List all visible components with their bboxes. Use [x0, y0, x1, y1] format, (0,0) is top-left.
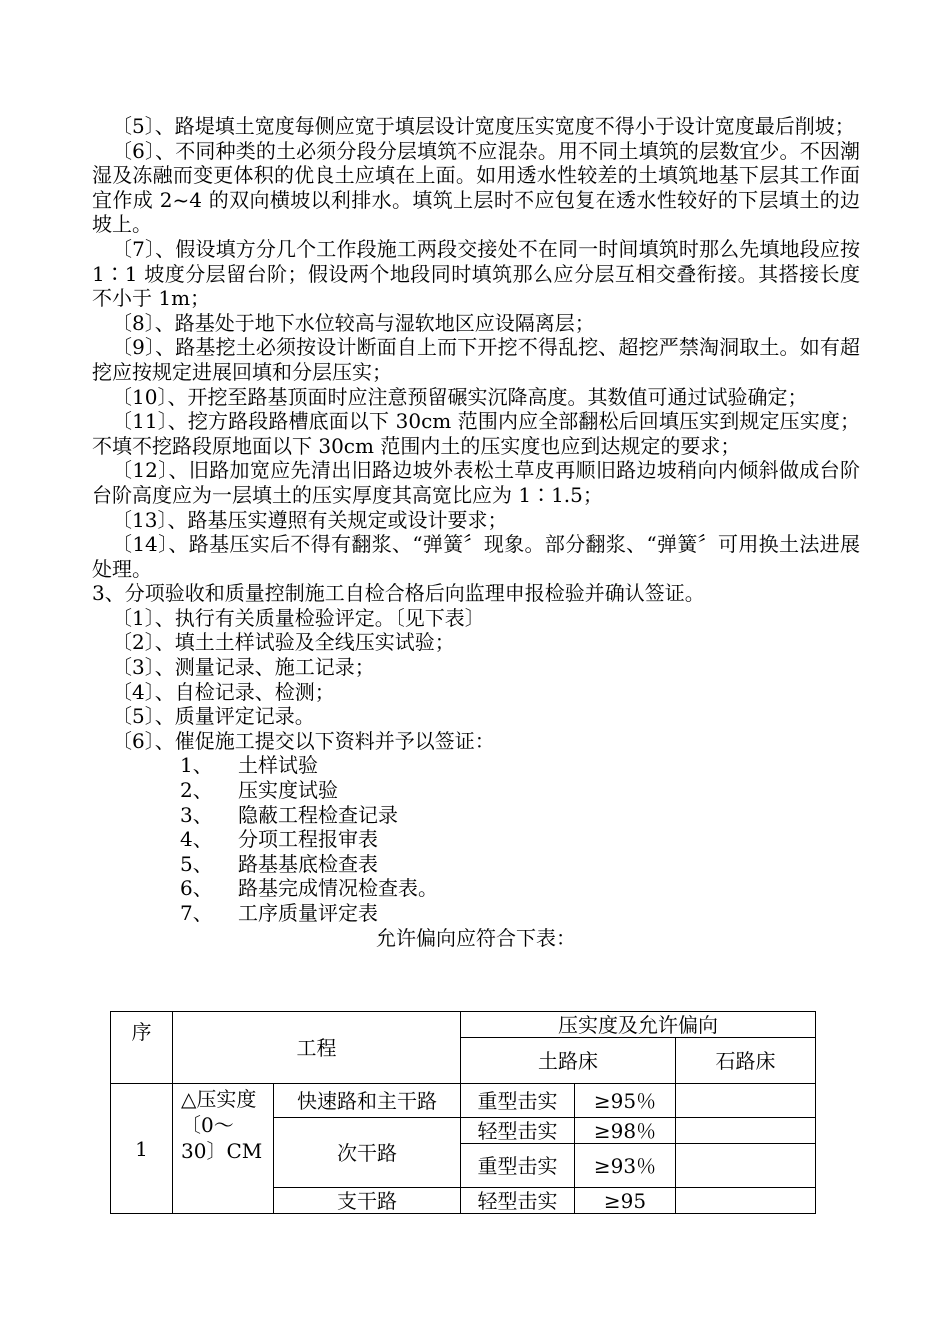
sub-item: 7、 工序质量评定表	[180, 901, 378, 925]
header-compaction: 压实度及允许偏向	[461, 1012, 816, 1038]
road-class: 次干路	[274, 1118, 461, 1188]
sub-item: 2、 压实度试验	[180, 778, 338, 803]
document-body	[92, 114, 860, 950]
list-item: 〔4〕、自检记录、检测；	[112, 679, 335, 704]
sub-item: 4、 分项工程报审表	[180, 827, 378, 852]
stone-value	[676, 1084, 816, 1118]
stone-value	[676, 1118, 816, 1144]
list-item: 〔2〕、填土土样试验及全线压实试验；	[112, 630, 455, 655]
paragraph: 〔8〕、路基处于地下水位较高与湿软地区应设隔离层；	[112, 310, 595, 335]
sub-item: 3、 隐蔽工程检查记录	[180, 802, 398, 827]
sub-item: 6、 路基完成情况检查表。	[180, 876, 438, 901]
paragraph: 〔9〕、路基挖土必须按设计断面自上而下开挖不得乱挖、超挖严禁淘洞取土。如有超挖应按规定进展回填和分层压实；	[92, 335, 860, 384]
compaction-type: 轻型击实	[461, 1188, 575, 1214]
paragraph: 〔11〕、挖方路段路槽底面以下 30cm 范围内应全部翻松后回填压实到规定压实度；不填不挖路段原地面以下 30cm 范围内土的压实度也应到达规定的要求；	[92, 409, 860, 458]
tolerance-table	[110, 1011, 816, 1214]
compaction-type: 重型击实	[461, 1084, 575, 1118]
header-stone-bed: 石路床	[676, 1038, 816, 1084]
table-caption: 允许偏向应符合下表：	[376, 925, 576, 950]
section-heading: 3、分项验收和质量控制施工自检合格后向监理申报检验并确认签证。	[92, 581, 705, 606]
list-item: 〔6〕、催促施工提交以下资料并予以签证：	[112, 728, 495, 753]
compaction-value: ≥93％	[575, 1144, 676, 1188]
header-seq: 序	[111, 1012, 173, 1084]
compaction-type: 轻型击实	[461, 1118, 575, 1144]
header-project: 工程	[173, 1012, 461, 1084]
compaction-type: 重型击实	[461, 1144, 575, 1188]
paragraph: 〔14〕、路基压实后不得有翻浆、“弹簧〞现象。部分翻浆、“弹簧〞可用换土法进展处理。	[92, 532, 860, 581]
paragraph: 〔6〕、不同种类的土必须分段分层填筑不应混杂。用不同土填筑的层数宜少。不因潮湿及冻融而变更体积的优良土应填在上面。如用透水性较差的土填筑地基下层其工作面宜作成 2~4 的双向横坡以利排水。填筑上层时不应包复在透水性较好的下层填土的边坡上。	[92, 138, 860, 237]
stone-value	[676, 1144, 816, 1188]
paragraph: 〔12〕、旧路加宽应先清出旧路边坡外表松土草皮再顺旧路边坡稍向内倾斜做成台阶台阶高度应为一层填土的压实厚度其高宽比应为 1∶1.5；	[92, 458, 860, 507]
paragraph: 〔10〕、开挖至路基顶面时应注意预留碾实沉降高度。其数值可通过试验确定；	[112, 384, 808, 409]
header-soil-bed: 土路床	[461, 1038, 676, 1084]
row-seq: 1	[111, 1084, 173, 1214]
stone-value	[676, 1188, 816, 1214]
compaction-value: ≥95	[575, 1188, 676, 1214]
road-class: 快速路和主干路	[274, 1084, 461, 1118]
row-item: △压实度〔0～30〕CM	[173, 1084, 274, 1214]
sub-item: 1、 土样试验	[180, 753, 318, 778]
list-item: 〔1〕、执行有关质量检验评定。〔见下表〕	[112, 605, 485, 630]
list-item: 〔5〕、质量评定记录。	[112, 704, 315, 729]
sub-item: 5、 路基基底检查表	[180, 851, 378, 876]
paragraph: 〔13〕、路基压实遵照有关规定或设计要求；	[112, 507, 508, 532]
paragraph: 〔7〕、假设填方分几个工作段施工两段交接处不在同一时间填筑时那么先填地段应按 1∶1 坡度分层留台阶；假设两个地段同时填筑那么应分层互相交叠衔接。其搭接长度不小于 1m；	[92, 236, 860, 311]
compaction-value: ≥95％	[575, 1084, 676, 1118]
list-item: 〔3〕、测量记录、施工记录；	[112, 655, 375, 680]
road-class: 支干路	[274, 1188, 461, 1214]
compaction-value: ≥98％	[575, 1118, 676, 1144]
paragraph: 〔5〕、路堤填土宽度每侧应宽于填层设计宽度压实宽度不得小于设计宽度最后削坡；	[112, 114, 855, 138]
